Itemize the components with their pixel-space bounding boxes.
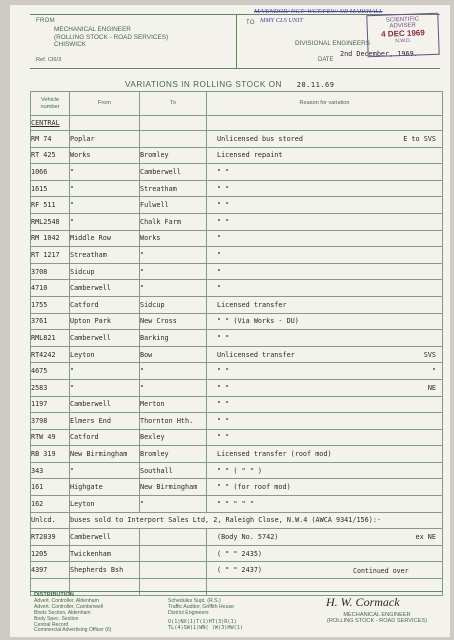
table-row — [31, 280, 443, 297]
reason-text: " — [217, 267, 222, 276]
reason-text: " " — [217, 333, 230, 342]
from-box — [30, 15, 236, 65]
table-row — [31, 247, 443, 264]
from-cell: " — [70, 164, 140, 181]
title-text: VARIATIONS IN ROLLING STOCK ON — [125, 80, 282, 89]
col-to: To — [140, 92, 207, 116]
col-vehicle: Vehicle number — [31, 92, 70, 116]
date-value: 2nd December, 1969. — [340, 50, 418, 58]
to-cell: Bromley — [140, 147, 207, 164]
table-row — [31, 529, 443, 546]
table-row — [31, 313, 443, 330]
from-cell: Camberwell — [70, 529, 140, 546]
to-cell: Thornton Hth. — [140, 413, 207, 430]
to-cell: Bow — [140, 346, 207, 363]
reason-text: ( " " 2435) — [217, 549, 263, 558]
from-label: FROM — [36, 18, 55, 24]
to-cell: Merton — [140, 396, 207, 413]
reason-extra: " — [431, 367, 436, 376]
table-row — [31, 213, 443, 230]
vehicle-cell: 161 — [31, 479, 70, 496]
vehicle-cell: RT4242 — [31, 346, 70, 363]
table-row — [31, 479, 443, 496]
table-row — [31, 379, 443, 396]
table-row — [31, 396, 443, 413]
table-row — [31, 330, 443, 347]
to-cell: Bromley — [140, 446, 207, 463]
vehicle-cell: RM 1042 — [31, 230, 70, 247]
reason-cell — [207, 429, 443, 446]
reason-cell — [207, 479, 443, 496]
from-cell: Leyton — [70, 346, 140, 363]
to-cell: New Birmingham — [140, 479, 207, 496]
to-cell: " — [140, 263, 207, 280]
from-line-3: CHISWICK — [54, 41, 86, 49]
from-cell: Camberwell — [70, 330, 140, 347]
vehicle-cell: RT2839 — [31, 529, 70, 546]
reason-text: " " — [217, 433, 230, 442]
vehicle-cell: 3798 — [31, 413, 70, 430]
to-cell — [140, 131, 207, 148]
reason-text: Licensed transfer — [217, 300, 287, 309]
distribution-line: Advert. Controller, Aldenham — [34, 597, 99, 604]
signature-line-2: (ROLLING STOCK - ROAD SERVICES) — [327, 618, 427, 625]
reason-text: " " — [217, 400, 230, 409]
vehicle-cell: 1205 — [31, 545, 70, 562]
table-row — [31, 496, 443, 513]
received-stamp — [366, 13, 439, 57]
from-address — [54, 26, 168, 49]
schedules-code-2: TL(4)SW(1)WN( )W(3)HW(1) — [168, 624, 243, 631]
schedules-line: Traffic Auditor, Griffith House — [168, 603, 234, 610]
stamp-line-2: ADVISER — [389, 22, 416, 30]
to-cell — [140, 545, 207, 562]
reason-text: Licensed transfer (roof mod) — [217, 450, 332, 459]
footer-rule — [30, 591, 443, 592]
continued-over: Continued over — [353, 567, 409, 575]
reason-text: " " — [217, 383, 230, 392]
reason-cell — [207, 247, 443, 264]
vehicle-cell: 343 — [31, 462, 70, 479]
schedules-code-1: O(1)NX(1)T(1)HT(3)R(1) — [168, 618, 237, 625]
reason-text: " — [217, 250, 222, 259]
title-date: 28.11.69 — [296, 81, 335, 89]
vehicle-cell: 1066 — [31, 164, 70, 181]
col-from: From — [70, 92, 140, 116]
to-cell: Bexley — [140, 429, 207, 446]
reason-text: Unlicensed bus stored — [217, 134, 303, 143]
reason-text: " — [217, 234, 222, 243]
section-row — [31, 116, 443, 131]
to-cell: " — [140, 280, 207, 297]
table-row — [31, 180, 443, 197]
reason-text: " " — [217, 167, 230, 176]
vehicle-cell: RT 1217 — [31, 247, 70, 264]
vehicle-cell: 4397 — [31, 562, 70, 579]
to-cell: " — [140, 363, 207, 380]
table-row — [31, 429, 443, 446]
vehicle-cell: 4675 — [31, 363, 70, 380]
vehicle-cell: 2583 — [31, 379, 70, 396]
reason-cell — [207, 313, 443, 330]
reason-cell — [207, 545, 443, 562]
reference: Ref. CI6/3 — [36, 57, 62, 63]
from-cell: Works — [70, 147, 140, 164]
reason-cell — [207, 213, 443, 230]
from-cell: " — [70, 213, 140, 230]
distribution-line: Advert. Controller, Camberwell — [34, 603, 104, 610]
reason-cell — [207, 197, 443, 214]
reason-extra: E to SVS — [403, 134, 436, 143]
reason-cell — [207, 462, 443, 479]
reason-text: " " — [217, 416, 230, 425]
variation-form-page — [10, 5, 450, 637]
to-cell: Chalk Farm — [140, 213, 207, 230]
reason-extra: NE — [427, 383, 436, 392]
vehicle-cell: RF 511 — [31, 197, 70, 214]
vehicle-cell: Unlcd. — [31, 512, 70, 529]
from-cell: New Birmingham — [70, 446, 140, 463]
signature-block — [312, 612, 442, 625]
reason-cell — [207, 379, 443, 396]
reason-text: " " — [217, 201, 230, 210]
table-row — [31, 263, 443, 280]
to-cell — [140, 562, 207, 579]
from-line-2: (ROLLING STOCK - ROAD SERVICES) — [54, 33, 169, 41]
from-cell: Poplar — [70, 131, 140, 148]
date-label: DATE — [318, 57, 334, 63]
from-cell: Streatham — [70, 247, 140, 264]
from-cell: Elmers End — [70, 413, 140, 430]
table-row — [31, 296, 443, 313]
from-cell: " — [70, 462, 140, 479]
distribution-line: Body Spec. Section — [34, 615, 79, 622]
handwritten-distribution-2: MMY CLS UNIT — [260, 17, 303, 24]
reason-cell — [207, 446, 443, 463]
from-cell: Shepherds Bsh — [70, 562, 140, 579]
stamp-date: 4 DEC 1969 — [381, 28, 425, 39]
reason-cell — [207, 296, 443, 313]
variations-table — [30, 91, 443, 596]
to-cell: Fulwell — [140, 197, 207, 214]
reason-text: (Body No. 5742) — [217, 533, 279, 542]
table-header-row — [31, 92, 443, 116]
note-cell: buses sold to Interport Sales Ltd, 2, Raleigh Close, N.W.4 (AWCA 9341/156):- — [70, 512, 443, 529]
reason-extra: SVS — [423, 350, 436, 359]
table-row — [31, 131, 443, 148]
reason-text: " " ( " " ) — [217, 466, 263, 475]
to-cell: Works — [140, 230, 207, 247]
reason-cell — [207, 413, 443, 430]
vehicle-cell: 1755 — [31, 296, 70, 313]
form-title — [125, 80, 334, 89]
signature-line-1: MECHANICAL ENGINEER — [343, 612, 411, 618]
to-value: DIVISIONAL ENGINEERS — [295, 40, 371, 47]
table-row — [31, 346, 443, 363]
reason-text: " " (Via Works - DU) — [217, 317, 299, 326]
vehicle-cell: 162 — [31, 496, 70, 513]
from-cell: Camberwell — [70, 280, 140, 297]
to-cell: Streatham — [140, 180, 207, 197]
from-cell: Catford — [70, 429, 140, 446]
from-cell: Upton Park — [70, 313, 140, 330]
reason-text: " " — [217, 217, 230, 226]
from-cell: Catford — [70, 296, 140, 313]
from-cell: " — [70, 197, 140, 214]
reason-text: " " — [217, 184, 230, 193]
reason-cell — [207, 363, 443, 380]
reason-text: Unlicensed transfer — [217, 350, 295, 359]
vehicle-cell: RM 74 — [31, 131, 70, 148]
table-row — [31, 545, 443, 562]
from-cell: Twickenham — [70, 545, 140, 562]
vehicle-cell: 3761 — [31, 313, 70, 330]
from-cell: Highgate — [70, 479, 140, 496]
from-cell: " — [70, 379, 140, 396]
reason-text: Licensed repaint — [217, 151, 283, 160]
table-row — [31, 413, 443, 430]
schedules-block — [168, 593, 243, 631]
vehicle-cell: RTW 49 — [31, 429, 70, 446]
vehicle-cell: 4710 — [31, 280, 70, 297]
stamp-line-3: N.W.D. — [395, 37, 412, 45]
from-cell: Leyton — [70, 496, 140, 513]
reason-cell — [207, 280, 443, 297]
reason-cell — [207, 263, 443, 280]
to-cell: Camberwell — [140, 164, 207, 181]
to-cell — [140, 529, 207, 546]
reason-cell — [207, 230, 443, 247]
table-row — [31, 197, 443, 214]
reason-cell — [207, 131, 443, 148]
handwritten-signature: H. W. Cormack — [326, 595, 400, 609]
to-cell: Barking — [140, 330, 207, 347]
to-cell: Sidcup — [140, 296, 207, 313]
schedules-line: Schedules Supt. (R.S.) — [168, 597, 221, 604]
reason-cell — [207, 147, 443, 164]
reason-cell — [207, 529, 443, 546]
to-cell: " — [140, 379, 207, 396]
distribution-line: Central Record — [34, 621, 69, 628]
table-row — [31, 446, 443, 463]
reason-cell — [207, 346, 443, 363]
stamp-line-1: SCIENTIFIC — [385, 16, 420, 24]
vehicle-cell: 1197 — [31, 396, 70, 413]
reason-cell — [207, 180, 443, 197]
schedules-line: District Engineers — [168, 609, 209, 616]
reason-cell — [207, 164, 443, 181]
from-cell: " — [70, 363, 140, 380]
reason-text: " " (for roof mod) — [217, 483, 291, 492]
from-cell: " — [70, 180, 140, 197]
from-cell: Camberwell — [70, 396, 140, 413]
to-label: TO — [246, 20, 255, 26]
reason-cell — [207, 330, 443, 347]
table-row — [31, 363, 443, 380]
table-row — [31, 512, 443, 529]
vehicle-cell: 3708 — [31, 263, 70, 280]
reason-text: ( " " 2437) — [217, 566, 263, 575]
table-row — [31, 230, 443, 247]
to-cell: New Cross — [140, 313, 207, 330]
vehicle-cell: RB 319 — [31, 446, 70, 463]
section-label: CENTRAL — [31, 116, 70, 131]
vehicle-cell: RML2548 — [31, 213, 70, 230]
vehicle-cell: RML821 — [31, 330, 70, 347]
header-divider — [236, 14, 237, 68]
reason-text: " " — [217, 367, 230, 376]
from-cell: Sidcup — [70, 263, 140, 280]
reason-extra: ex NE — [415, 533, 436, 542]
col-reason: Reason for variation — [207, 92, 443, 116]
reason-text: " " " " " — [217, 499, 254, 508]
handwritten-distribution: M/VENDOR/ NGT/ WCT/FEW/ NR MARSHALL — [254, 8, 383, 15]
reason-cell — [207, 496, 443, 513]
distribution-line: Binds Section, Aldenham — [34, 609, 91, 616]
distribution-line: Commercial Advertising Officer (6) — [34, 627, 112, 634]
to-cell: " — [140, 496, 207, 513]
distribution-title: DISTRIBUTION — [34, 592, 74, 598]
from-cell: Middle Row — [70, 230, 140, 247]
table-row — [31, 164, 443, 181]
to-cell: Southall — [140, 462, 207, 479]
from-line-1: MECHANICAL ENGINEER — [54, 26, 131, 33]
reason-text: " — [217, 284, 222, 293]
table-row — [31, 147, 443, 164]
vehicle-cell: RT 425 — [31, 147, 70, 164]
vehicle-cell: 1615 — [31, 180, 70, 197]
header-bottom-rule — [30, 68, 440, 69]
table-row — [31, 462, 443, 479]
reason-cell — [207, 396, 443, 413]
to-cell: " — [140, 247, 207, 264]
